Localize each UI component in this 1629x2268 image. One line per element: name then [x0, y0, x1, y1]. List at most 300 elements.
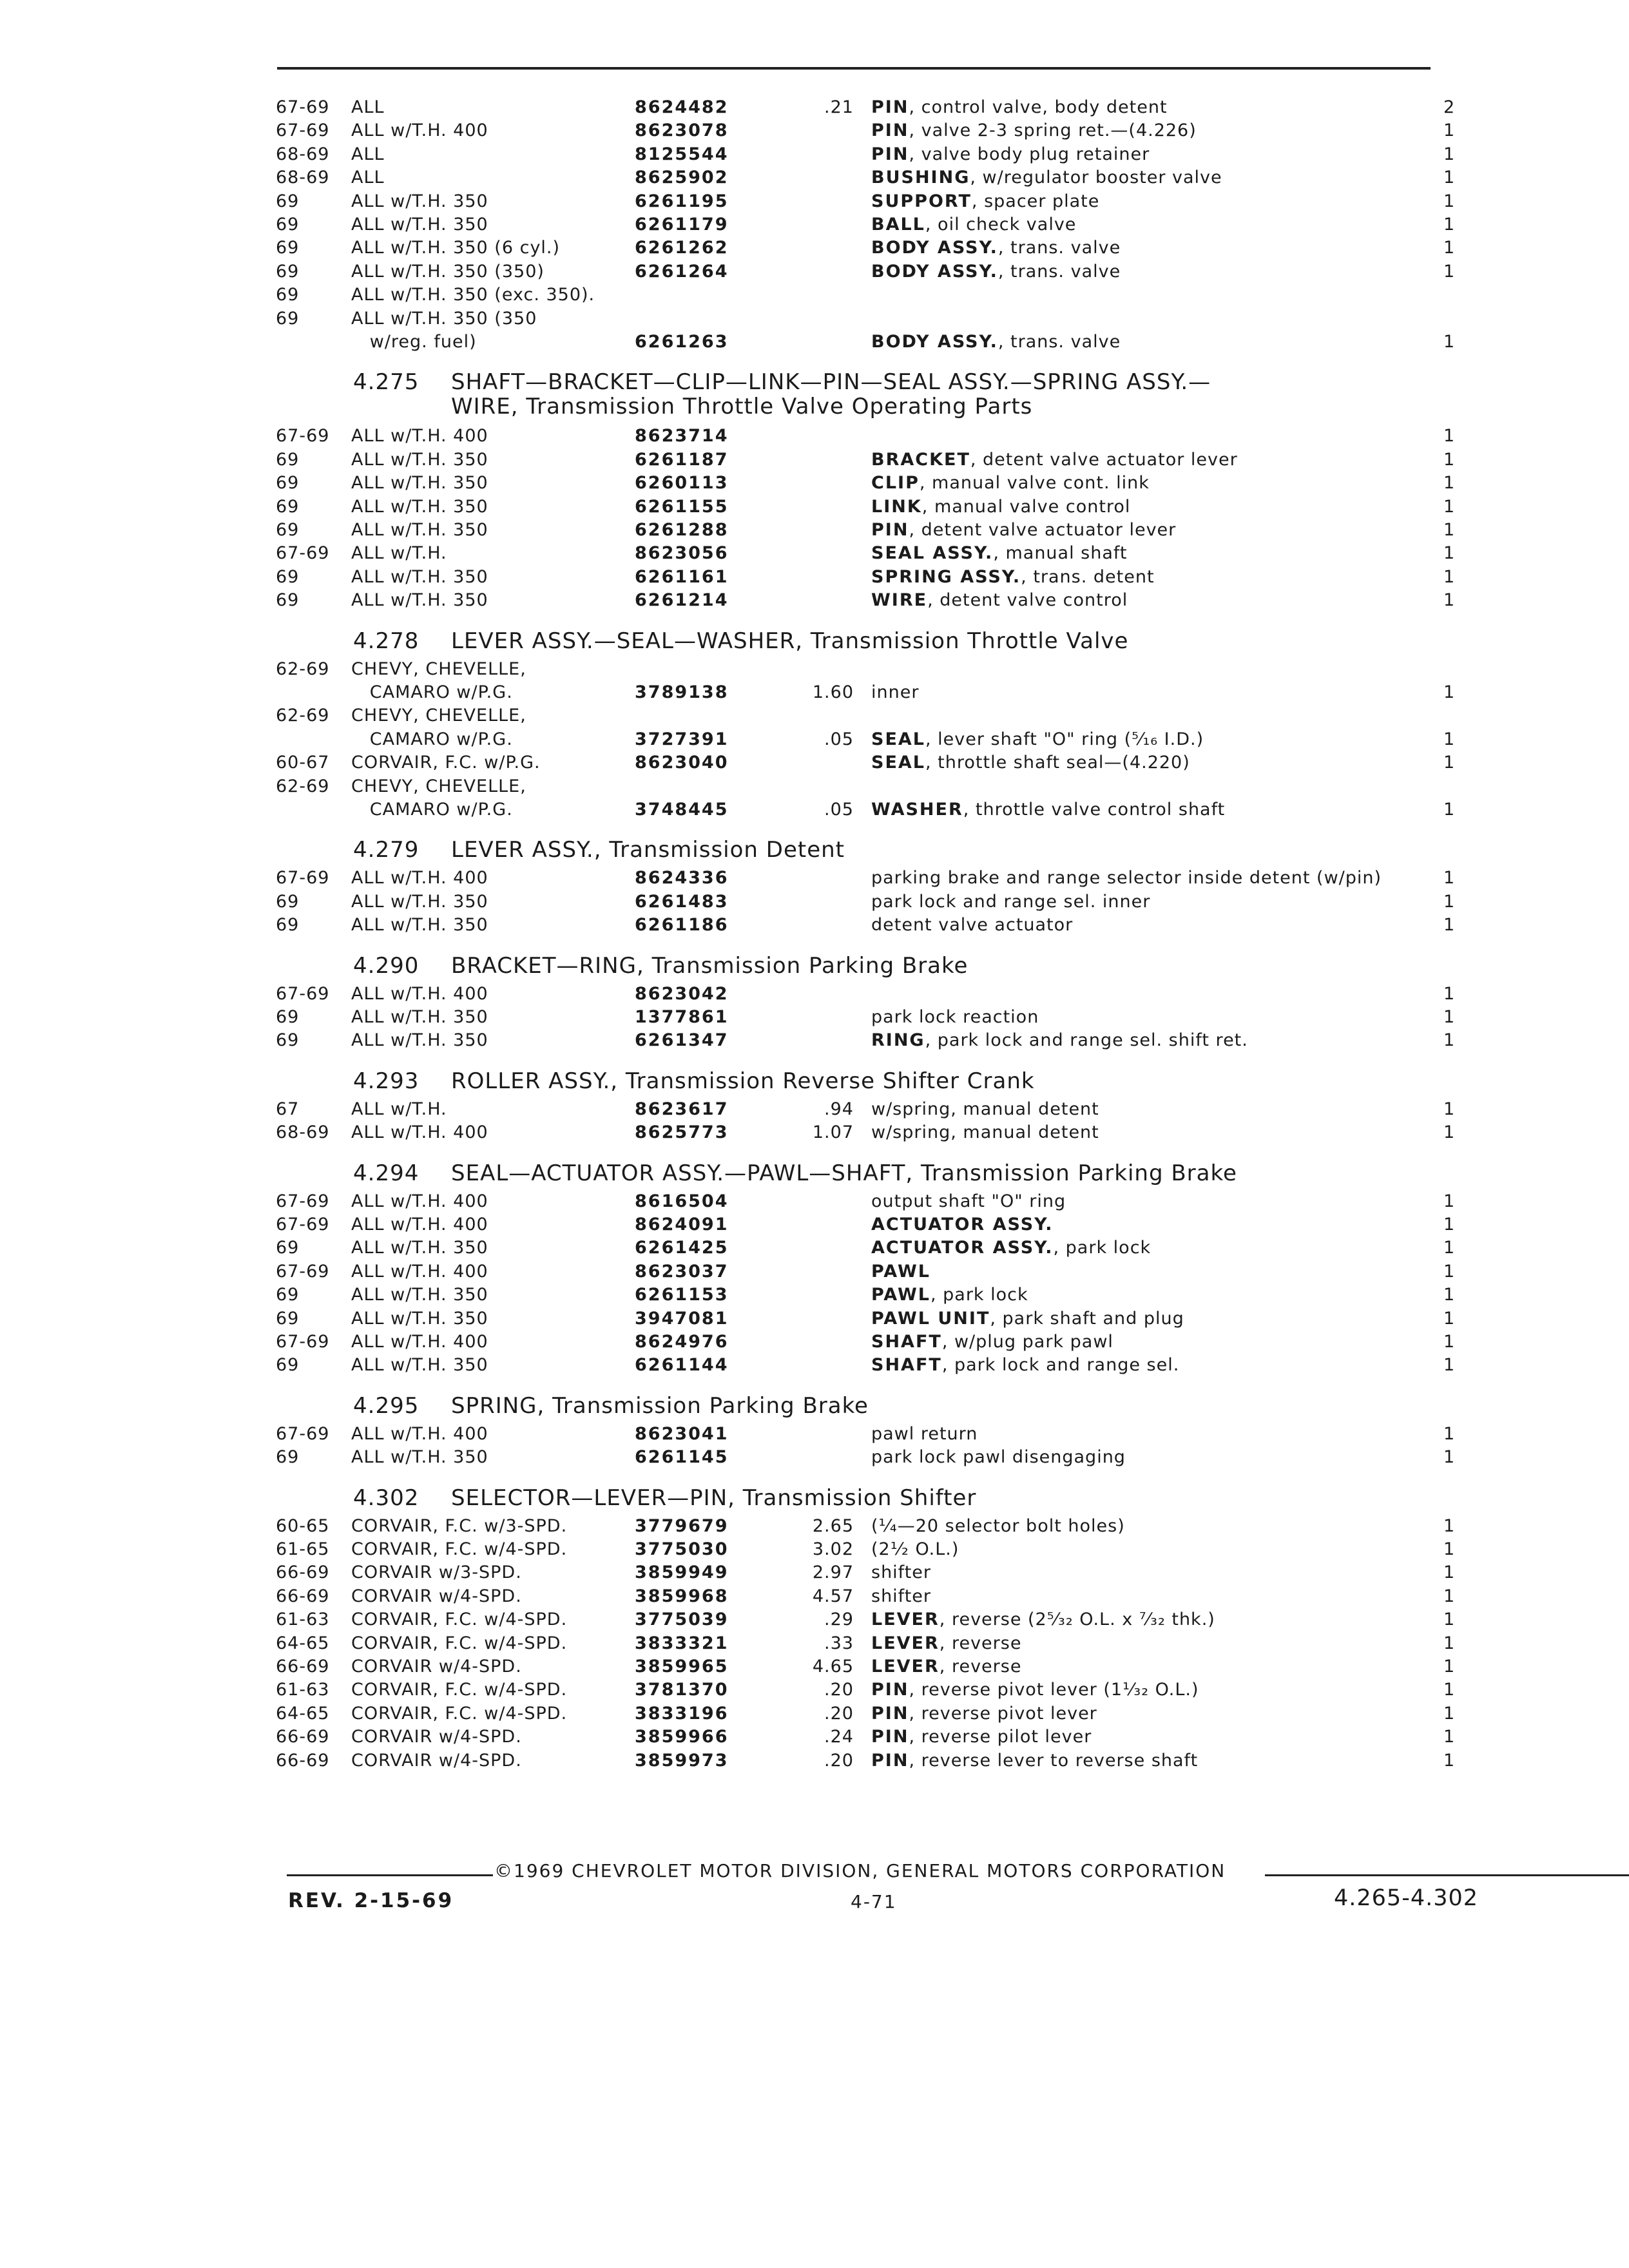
part-description [871, 1610, 1215, 1629]
model-year: 67-69 [276, 543, 330, 564]
section-heading [0, 953, 1629, 980]
part-description [871, 1539, 959, 1559]
application: ALL w/T.H. 350 (6 cyl.) [351, 238, 561, 258]
application: CAMARO w/P.G. [351, 682, 513, 702]
part-description [871, 473, 1150, 493]
model-year: 68-69 [276, 144, 330, 164]
part-number: 6261144 [635, 1355, 729, 1376]
application: ALL w/T.H. 350 [351, 590, 488, 611]
part-description [871, 262, 1121, 282]
part-row [0, 332, 1629, 355]
section-heading [0, 1160, 1629, 1187]
part-name: BODY ASSY. [871, 238, 998, 258]
part-row [0, 868, 1629, 891]
part-name: SHAFT [871, 1355, 942, 1376]
part-row [0, 1727, 1629, 1750]
description-text: park lock and range sel. inner [871, 891, 1151, 912]
section-heading [0, 1068, 1629, 1095]
description-text: , w/regulator booster valve [970, 168, 1222, 188]
list-price: .29 [824, 1610, 854, 1630]
part-number: 3775030 [635, 1539, 729, 1559]
part-number: 3947081 [635, 1308, 729, 1329]
application: ALL w/T.H. 350 [351, 1285, 488, 1305]
part-description [871, 1633, 1021, 1653]
part-number: 3789138 [635, 682, 729, 702]
part-description [871, 915, 1073, 935]
part-name: WASHER [871, 800, 963, 820]
part-description [871, 1007, 1039, 1027]
part-number: 6261425 [635, 1238, 729, 1258]
part-number: 8625773 [635, 1122, 729, 1143]
part-name: SEAL [871, 729, 925, 749]
section-number: 4.294 [353, 1160, 419, 1186]
description-text: , reverse pivot lever (1¹⁄₃₂ O.L.) [909, 1680, 1199, 1700]
application: ALL [351, 97, 385, 117]
part-description [871, 168, 1222, 187]
part-row [0, 120, 1629, 144]
section-title: LEVER ASSY.—SEAL—WASHER, Transmission Throttle Valve [451, 628, 1129, 654]
part-name: PIN [871, 1680, 909, 1700]
quantity: 1 [1443, 1285, 1456, 1305]
section-title: SPRING, Transmission Parking Brake [451, 1392, 869, 1419]
model-year: 69 [276, 1308, 300, 1329]
part-description [871, 144, 1150, 164]
part-number: 3833321 [635, 1633, 729, 1653]
description-text: , oil check valve [925, 215, 1077, 235]
model-year: 69 [276, 285, 300, 305]
application: ALL w/T.H. 350 [351, 473, 488, 494]
part-row [0, 1610, 1629, 1633]
quantity: 1 [1443, 983, 1456, 1004]
application: ALL [351, 144, 385, 164]
part-number: 6261262 [635, 238, 729, 258]
part-name: SEAL ASSY. [871, 543, 994, 564]
part-description [871, 868, 1382, 888]
model-year: 64-65 [276, 1703, 330, 1724]
quantity: 1 [1443, 1680, 1456, 1700]
part-number: 8623617 [635, 1099, 729, 1119]
part-name: PAWL [871, 1285, 930, 1305]
list-price: 2.65 [812, 1515, 854, 1536]
section-title: SEAL—ACTUATOR ASSY.—PAWL—SHAFT, Transmission Parking Brake [451, 1160, 1237, 1186]
revision-date: REV. 2-15-69 [288, 1889, 454, 1912]
quantity: 1 [1443, 215, 1456, 235]
description-text: , trans. valve [998, 238, 1121, 258]
part-row [0, 1285, 1629, 1308]
application: CORVAIR, F.C. w/4-SPD. [351, 1680, 568, 1700]
section-title: ROLLER ASSY., Transmission Reverse Shifter Crank [451, 1068, 1035, 1094]
part-row [0, 168, 1629, 191]
quantity: 1 [1443, 238, 1456, 258]
model-year: 69 [276, 1007, 300, 1027]
part-description [871, 1586, 931, 1606]
list-price: 3.02 [812, 1539, 854, 1559]
part-number: 8624482 [635, 97, 729, 117]
quantity: 2 [1443, 97, 1456, 117]
part-row [0, 706, 1629, 729]
application: CHEVY, CHEVELLE, [351, 706, 526, 726]
list-price: .20 [824, 1703, 854, 1724]
part-number: 6261264 [635, 261, 729, 282]
model-year: 69 [276, 191, 300, 211]
part-row [0, 497, 1629, 520]
section-title: SELECTOR—LEVER—PIN, Transmission Shifter [451, 1485, 977, 1511]
part-name: LEVER [871, 1610, 940, 1630]
description-text: inner [871, 682, 920, 702]
part-row [0, 450, 1629, 473]
application: CORVAIR, F.C. w/4-SPD. [351, 1633, 568, 1653]
part-row [0, 215, 1629, 238]
list-price: .20 [824, 1750, 854, 1771]
quantity: 1 [1443, 1610, 1456, 1630]
quantity: 1 [1443, 473, 1456, 494]
part-name: CLIP [871, 473, 920, 494]
part-name: BODY ASSY. [871, 332, 998, 352]
description-text: output shaft "O" ring [871, 1191, 1066, 1211]
part-number: 8624336 [635, 868, 729, 889]
list-price: .05 [824, 729, 854, 749]
application: ALL w/T.H. 350 [351, 215, 488, 235]
part-description [871, 215, 1076, 235]
part-row [0, 1539, 1629, 1562]
model-year: 68-69 [276, 1122, 330, 1143]
part-number: 6261483 [635, 891, 729, 912]
part-description [871, 1447, 1126, 1467]
part-row [0, 1424, 1629, 1447]
part-number: 6261153 [635, 1285, 729, 1305]
part-row [0, 1680, 1629, 1703]
list-price: .24 [824, 1727, 854, 1747]
part-number: 6261155 [635, 496, 729, 517]
part-number: 8623041 [635, 1423, 729, 1444]
part-description [871, 120, 1197, 140]
part-description [871, 1562, 931, 1582]
description-text: (2¹⁄₂ O.L.) [871, 1539, 959, 1559]
quantity: 1 [1443, 1191, 1456, 1211]
part-number: 3859968 [635, 1586, 729, 1606]
part-description [871, 1332, 1113, 1352]
part-name: BRACKET [871, 449, 970, 470]
part-name: LEVER [871, 1657, 940, 1677]
part-row [0, 191, 1629, 215]
part-name: PIN [871, 1727, 909, 1747]
model-year: 69 [276, 915, 300, 936]
application: ALL w/T.H. 350 [351, 1447, 488, 1468]
model-year: 69 [276, 1285, 300, 1305]
part-name: SUPPORT [871, 191, 972, 211]
part-number: 6261195 [635, 191, 729, 211]
part-description [871, 729, 1204, 749]
part-description [871, 1516, 1125, 1536]
description-text: , manual shaft [993, 543, 1128, 564]
part-number: 8623078 [635, 120, 729, 141]
quantity: 1 [1443, 1447, 1456, 1468]
part-row [0, 1238, 1629, 1261]
part-description [871, 1309, 1184, 1329]
model-year: 69 [276, 308, 300, 329]
model-year: 67-69 [276, 1261, 330, 1282]
part-description [871, 1424, 978, 1444]
part-description [871, 520, 1176, 540]
application: ALL w/T.H. 350 (350 [351, 308, 537, 329]
list-price: 2.97 [812, 1562, 854, 1583]
quantity: 1 [1443, 1355, 1456, 1376]
part-name: PIN [871, 144, 909, 164]
quantity: 1 [1443, 1515, 1456, 1536]
application: ALL w/T.H. 400 [351, 1122, 488, 1143]
application: ALL w/T.H. 350 [351, 520, 488, 540]
description-text: , valve body plug retainer [909, 144, 1150, 164]
section-range: 4.265-4.302 [1334, 1885, 1479, 1911]
part-number: 6261214 [635, 590, 729, 611]
part-name: ACTUATOR ASSY. [871, 1238, 1054, 1258]
quantity: 1 [1443, 191, 1456, 211]
part-row [0, 543, 1629, 566]
part-number: 3779679 [635, 1515, 729, 1536]
part-number: 6261186 [635, 915, 729, 936]
part-number: 3727391 [635, 729, 729, 749]
description-text: , control valve, body detent [909, 97, 1168, 117]
part-row [0, 1562, 1629, 1586]
quantity: 1 [1443, 1703, 1456, 1724]
section-heading [0, 837, 1629, 864]
application: CORVAIR w/3-SPD. [351, 1562, 522, 1583]
description-text: , park shaft and plug [990, 1308, 1184, 1329]
list-price: 1.60 [812, 682, 854, 702]
top-rule [277, 67, 1431, 70]
model-year: 67-69 [276, 1215, 330, 1235]
part-description [871, 1285, 1028, 1305]
application: ALL w/T.H. [351, 1099, 447, 1119]
part-name: LEVER [871, 1633, 940, 1653]
part-description [871, 1238, 1151, 1258]
description-text: , manual valve cont. link [919, 473, 1150, 494]
model-year: 69 [276, 1030, 300, 1051]
quantity: 1 [1443, 566, 1456, 587]
part-name: SEAL [871, 753, 925, 773]
application: ALL w/T.H. 350 [351, 1355, 488, 1376]
part-name: ACTUATOR ASSY. [871, 1215, 1054, 1235]
part-name: SPRING ASSY. [871, 566, 1021, 587]
quantity: 1 [1443, 332, 1456, 352]
part-description [871, 1262, 930, 1282]
part-row [0, 753, 1629, 776]
description-text: , trans. detent [1021, 566, 1155, 587]
part-row [0, 1586, 1629, 1610]
part-name: PIN [871, 120, 909, 141]
application: ALL w/T.H. 350 [351, 1308, 488, 1329]
part-row [0, 1332, 1629, 1355]
application: ALL w/T.H. 400 [351, 120, 488, 141]
quantity: 1 [1443, 543, 1456, 564]
description-text: , detent valve control [927, 590, 1128, 611]
model-year: 67-69 [276, 868, 330, 889]
description-text: , throttle shaft seal—(4.220) [925, 753, 1190, 773]
section-number: 4.278 [353, 628, 419, 654]
description-text: detent valve actuator [871, 915, 1074, 936]
application: ALL [351, 168, 385, 188]
application: CORVAIR, F.C. w/P.G. [351, 753, 541, 773]
part-description [871, 238, 1121, 258]
part-row [0, 97, 1629, 120]
model-year: 66-69 [276, 1562, 330, 1583]
part-number: 8624976 [635, 1332, 729, 1352]
quantity: 1 [1443, 891, 1456, 912]
quantity: 1 [1443, 800, 1456, 820]
part-row [0, 1030, 1629, 1053]
description-text: , park lock [930, 1285, 1028, 1305]
model-year: 61-65 [276, 1539, 330, 1559]
part-row [0, 1262, 1629, 1285]
model-year: 64-65 [276, 1633, 330, 1653]
footer-rule-left [287, 1874, 493, 1876]
quantity: 1 [1443, 1423, 1456, 1444]
model-year: 66-69 [276, 1657, 330, 1677]
part-number: 6261145 [635, 1447, 729, 1468]
part-number: 6260113 [635, 473, 729, 494]
part-row [0, 1007, 1629, 1030]
model-year: 61-63 [276, 1610, 330, 1630]
section-heading [0, 1393, 1629, 1420]
application: ALL w/T.H. 400 [351, 1332, 488, 1352]
part-row [0, 1447, 1629, 1470]
description-text: park lock pawl disengaging [871, 1447, 1126, 1468]
section-number: 4.293 [353, 1068, 419, 1094]
description-text: , trans. valve [998, 261, 1121, 282]
model-year: 66-69 [276, 1586, 330, 1606]
description-text: w/spring, manual detent [871, 1099, 1099, 1119]
description-text: , spacer plate [971, 191, 1100, 211]
model-year: 62-69 [276, 706, 330, 726]
application: ALL w/T.H. 400 [351, 426, 488, 447]
part-name: PIN [871, 1750, 909, 1771]
quantity: 1 [1443, 1586, 1456, 1606]
section-title-continued: WIRE, Transmission Throttle Valve Operating Parts [451, 394, 1033, 420]
part-number: 8623040 [635, 753, 729, 773]
part-description [871, 1704, 1097, 1724]
part-number: 1377861 [635, 1007, 729, 1027]
application: ALL w/T.H. 350 [351, 496, 488, 517]
model-year: 68-69 [276, 168, 330, 188]
footer-rule-right [1265, 1874, 1629, 1876]
description-text: , trans. valve [998, 332, 1121, 352]
quantity: 1 [1443, 1332, 1456, 1352]
section-title: BRACKET—RING, Transmission Parking Brake [451, 952, 969, 979]
part-row [0, 915, 1629, 938]
part-row [0, 520, 1629, 543]
part-description [871, 1727, 1092, 1747]
quantity: 1 [1443, 168, 1456, 188]
part-row [0, 892, 1629, 915]
application: CORVAIR, F.C. w/4-SPD. [351, 1610, 568, 1630]
application: ALL w/T.H. 400 [351, 983, 488, 1004]
application: ALL w/T.H. 350 [351, 1238, 488, 1258]
section-number: 4.295 [353, 1392, 419, 1419]
part-row [0, 144, 1629, 168]
part-number: 3833196 [635, 1703, 729, 1724]
quantity: 1 [1443, 1727, 1456, 1747]
quantity: 1 [1443, 1030, 1456, 1051]
part-row [0, 1191, 1629, 1215]
description-text: , park lock and range sel. shift ret. [925, 1030, 1248, 1051]
model-year: 69 [276, 496, 300, 517]
model-year: 60-67 [276, 753, 330, 773]
model-year: 69 [276, 238, 300, 258]
part-row [0, 262, 1629, 285]
description-text: (¹⁄₄—20 selector bolt holes) [871, 1515, 1125, 1536]
part-row [0, 1751, 1629, 1774]
quantity: 1 [1443, 590, 1456, 611]
quantity: 1 [1443, 144, 1456, 164]
part-row [0, 1215, 1629, 1238]
part-row [0, 1633, 1629, 1657]
application: ALL w/T.H. 350 [351, 449, 488, 470]
part-number: 3859949 [635, 1562, 729, 1583]
description-text: , reverse lever to reverse shaft [909, 1750, 1199, 1771]
quantity: 1 [1443, 1261, 1456, 1282]
application: CORVAIR w/4-SPD. [351, 1750, 522, 1771]
part-number: 3859973 [635, 1750, 729, 1771]
section-number: 4.275 [353, 369, 419, 396]
section-number: 4.279 [353, 837, 419, 863]
application: ALL w/T.H. [351, 543, 447, 564]
application: CAMARO w/P.G. [351, 800, 513, 820]
model-year: 62-69 [276, 776, 330, 796]
quantity: 1 [1443, 1122, 1456, 1143]
part-row [0, 590, 1629, 613]
part-row [0, 1516, 1629, 1539]
description-text: , manual valve control [921, 496, 1131, 517]
part-number: 6261263 [635, 332, 729, 352]
application: ALL w/T.H. 400 [351, 868, 488, 889]
page-number: 4-71 [851, 1891, 897, 1912]
part-row [0, 1704, 1629, 1727]
model-year: 60-65 [276, 1515, 330, 1536]
part-name: PIN [871, 520, 909, 540]
quantity: 1 [1443, 1238, 1456, 1258]
part-description [871, 892, 1150, 912]
quantity: 1 [1443, 520, 1456, 540]
description-text: shifter [871, 1562, 932, 1583]
part-name: PIN [871, 1703, 909, 1724]
part-description [871, 567, 1155, 587]
part-row [0, 285, 1629, 308]
part-name: WIRE [871, 590, 928, 611]
model-year: 69 [276, 520, 300, 540]
description-text: , reverse pilot lever [909, 1727, 1092, 1747]
part-row [0, 1355, 1629, 1378]
part-number: 6261347 [635, 1030, 729, 1051]
part-number: 8623056 [635, 543, 729, 564]
quantity: 1 [1443, 682, 1456, 702]
application: CAMARO w/P.G. [351, 729, 513, 749]
model-year: 67-69 [276, 426, 330, 447]
model-year: 69 [276, 261, 300, 282]
model-year: 67 [276, 1099, 300, 1119]
part-row [0, 473, 1629, 496]
quantity: 1 [1443, 915, 1456, 936]
part-number: 8623042 [635, 983, 729, 1004]
part-row [0, 238, 1629, 261]
description-text: pawl return [871, 1423, 978, 1444]
quantity: 1 [1443, 1562, 1456, 1583]
quantity: 1 [1443, 1099, 1456, 1119]
part-description [871, 1191, 1066, 1211]
part-number: 3775039 [635, 1610, 729, 1630]
description-text: , valve 2-3 spring ret.—(4.226) [909, 120, 1197, 141]
description-text: , detent valve actuator lever [909, 520, 1177, 540]
application: ALL w/T.H. 400 [351, 1261, 488, 1282]
